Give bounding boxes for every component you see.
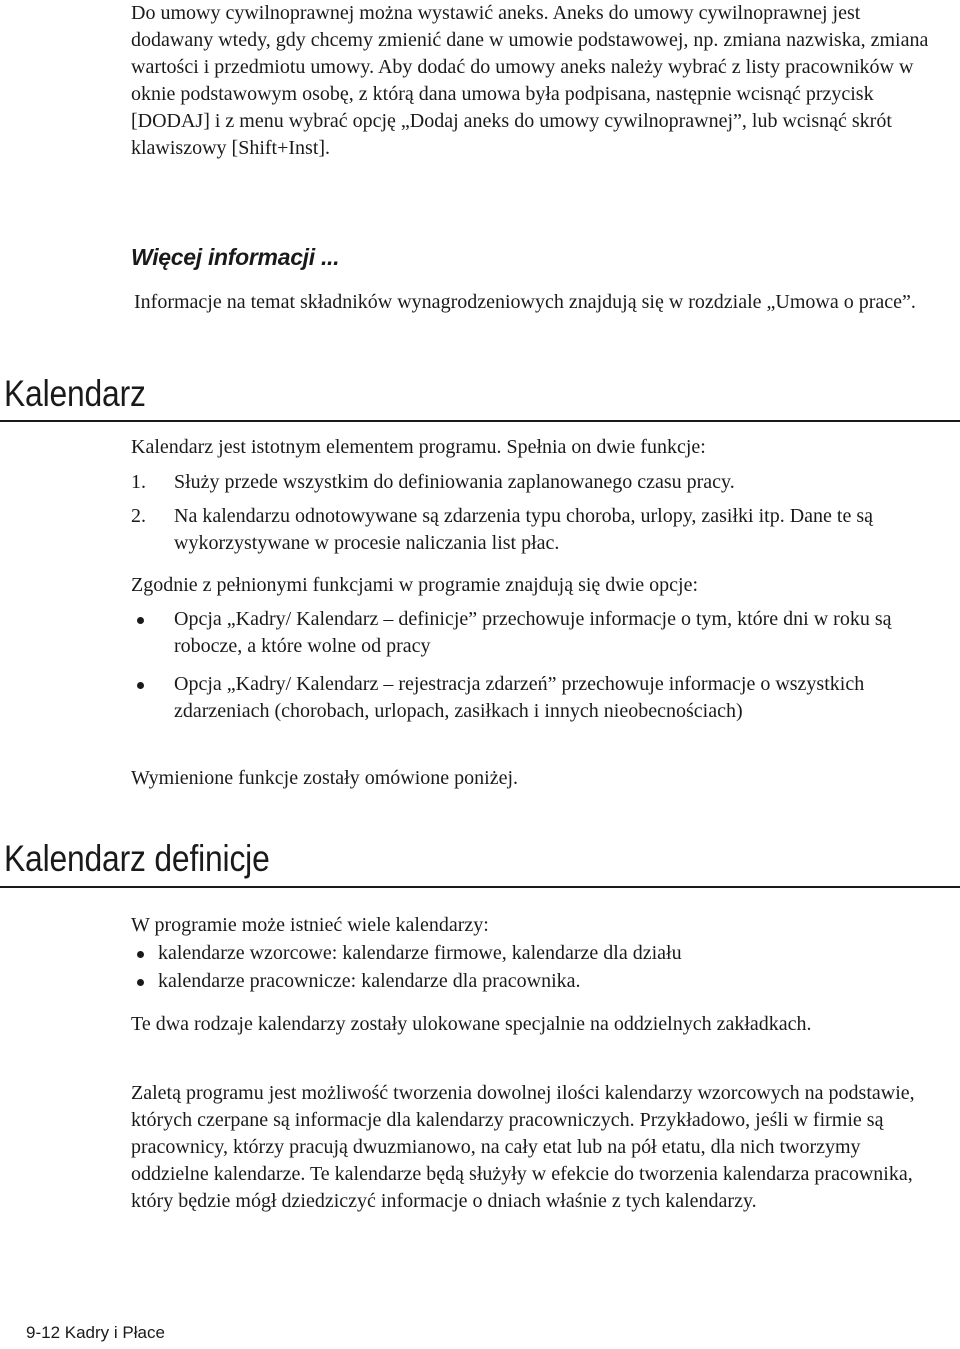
option-definicje: Opcja „Kadry/ Kalendarz – definicje” przechowuje informacje o tym, które dni w roku są robocze, a które wolne od pracy	[174, 608, 892, 657]
kalendarz-outro: Wymienione funkcje zostały omówione poniżej.	[131, 767, 519, 789]
definicje-intro: W programie może istnieć wiele kalendarzy:	[131, 914, 489, 936]
option-rejestracja: Opcja „Kadry/ Kalendarz – rejestracja zdarzeń” przechowuje informacje o wszystkich zdarzeniach (chorobach, urlopach, zasiłkach i innych nieobecnościach)	[174, 673, 865, 722]
bullet-wzorcowe: kalendarze wzorcowe: kalendarze firmowe, kalendarze dla działu	[158, 942, 682, 964]
section-heading-kalendarz-definicje: Kalendarz definicje	[4, 838, 270, 879]
numbered-item	[0, 469, 960, 496]
list-text: Na kalendarzu odnotowywane są zdarzenia typu choroba, urlopy, zasiłki itp. Dane te są wykorzystywane w procesie naliczania list płac.	[174, 505, 874, 554]
page-footer: 9-12 Kadry i Płace	[26, 1323, 165, 1342]
bullet-icon	[137, 682, 144, 689]
numbered-item	[0, 503, 960, 557]
list-number: 1.	[131, 471, 146, 493]
more-info-heading: Więcej informacji ...	[131, 244, 340, 270]
list-text: Służy przede wszystkim do definiowania zaplanowanego czasu pracy.	[174, 471, 735, 493]
kalendarz-intro: Kalendarz jest istotnym elementem programu. Spełnia on dwie funkcje:	[131, 436, 706, 458]
options-intro: Zgodnie z pełnionymi funkcjami w programie znajdują się dwie opcje:	[131, 574, 699, 596]
bullet-icon	[137, 979, 144, 986]
bullet-icon	[137, 951, 144, 958]
bullet-icon	[137, 617, 144, 624]
definicje-para1: Te dwa rodzaje kalendarzy zostały ulokowane specjalnie na oddzielnych zakładkach.	[131, 1013, 812, 1035]
list-number: 2.	[131, 505, 146, 527]
section-divider	[0, 886, 960, 888]
bullet-pracownicze: kalendarze pracownicze: kalendarze dla pracownika.	[158, 970, 581, 992]
more-info-text: Informacje na temat składników wynagrodzeniowych znajdują się w rozdziale „Umowa o prace”.	[134, 291, 916, 313]
definicje-para2: Zaletą programu jest możliwość tworzenia dowolnej ilości kalendarzy wzorcowych na podstawie, których czerpane są informacje dla kalendarzy pracowniczych. Przykładowo, jeśli w firmie są pracownicy, którzy pracują dwuzmianowo, na cały etat lub na pół etatu, dla nich tworzymy oddzielne kalendarze. Te kalendarze będą służyły w efekcie do tworzenia kalendarza pracownika, który będzie mógł dziedziczyć informacje o dniach właśnie z tych kalendarzy.	[131, 1082, 915, 1212]
section-heading-kalendarz: Kalendarz	[4, 373, 146, 414]
section-divider	[0, 420, 960, 422]
intro-paragraph: Do umowy cywilnoprawnej można wystawić aneks. Aneks do umowy cywilnoprawnej jest dodawany wtedy, gdy chcemy zmienić dane w umowie podstawowej, np. zmiana nazwiska, zmiana wartości i przedmiotu umowy. Aby dodać do umowy aneks należy wybrać z listy pracowników w oknie podstawowym osobę, z którą dana umowa była podpisana, następnie wcisnąć przycisk [DODAJ] i z menu wybrać opcję „Dodaj aneks do umowy cywilnoprawnej”, lub wcisnąć skrót klawiszowy [Shift+Inst].	[131, 2, 929, 159]
